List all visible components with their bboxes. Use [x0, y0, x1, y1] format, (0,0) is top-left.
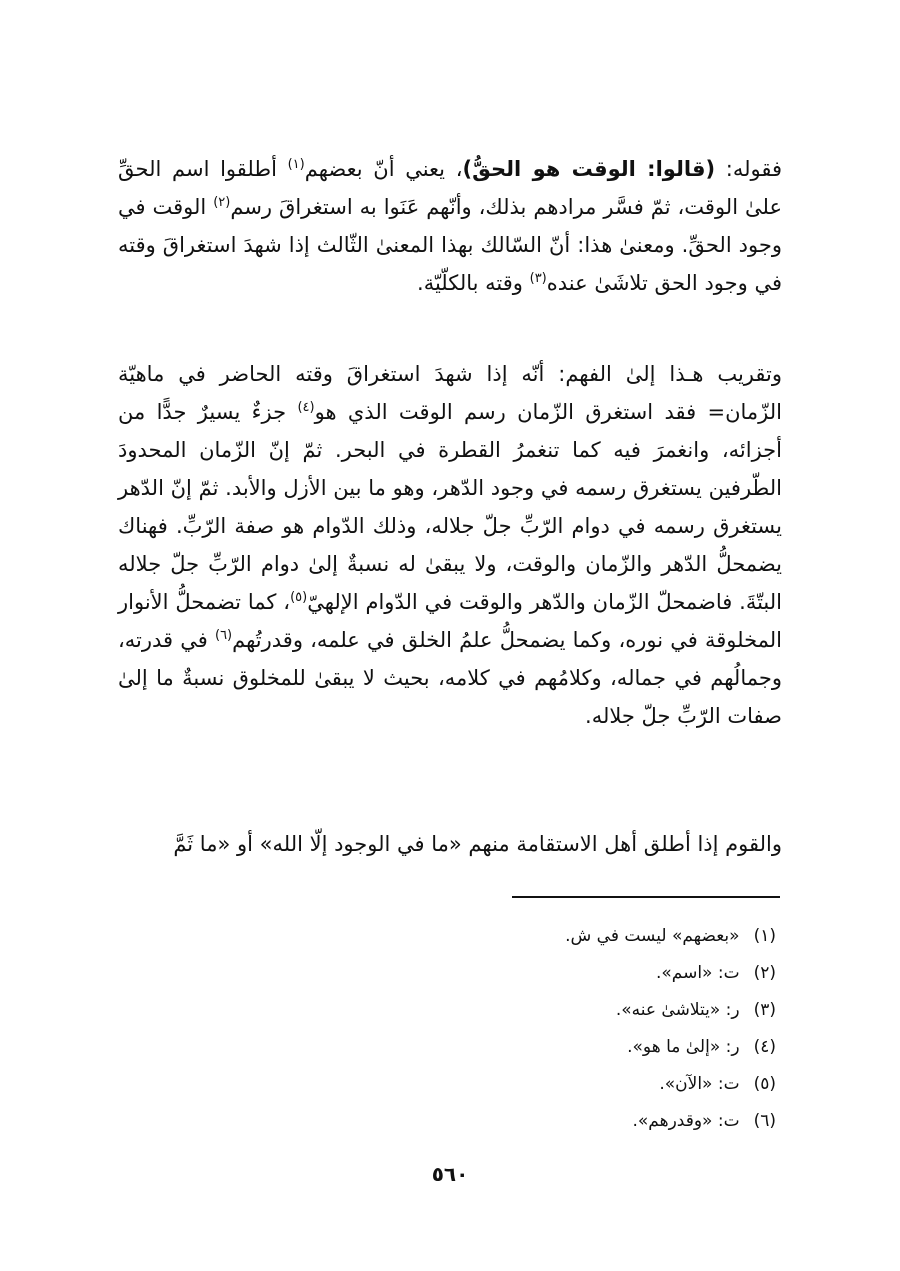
- footnote-ref-5[interactable]: (٥): [290, 590, 308, 605]
- footnote-text: ر: «يتلاشىٰ عنه».: [615, 1000, 740, 1020]
- paragraph-2-text-d: في قدرته، وجمالُهم في جماله، وكلامُهم في كلامه، بحيث لا يبقىٰ للمخلوق نسبةٌ ما إلىٰ صفات الرّبِّ جلّ جلاله.: [118, 628, 782, 728]
- footnote-number: (٤): [753, 1037, 776, 1057]
- footnotes-list: [118, 918, 782, 1140]
- footnote-ref-2[interactable]: (٢): [213, 195, 231, 210]
- paragraph-3-text: والقوم إذا أطلق أهل الاستقامة منهم «ما في الوجود إلّا الله» أو «ما ثَمَّ: [173, 832, 782, 856]
- footnote-number: (٣): [753, 1000, 776, 1020]
- paragraph-2: [118, 355, 782, 735]
- footnote-item: [118, 1066, 782, 1103]
- footnote-text: ر: «إلىٰ ما هو».: [627, 1037, 740, 1057]
- paragraph-1-intro: فقوله:: [715, 157, 782, 181]
- footnote-ref-6[interactable]: (٦): [214, 628, 233, 643]
- footnote-text: ت: «اسم».: [655, 963, 740, 983]
- footnote-number: (٥): [753, 1074, 776, 1094]
- paragraph-1-text-c: الوقت في وجود الحقِّ. ومعنىٰ هذا: أنّ السّالك بهذا المعنىٰ الثّالث إذا شهدَ استغراقَ وقته في وجود الحق تلاشَىٰ عنده: [118, 195, 782, 295]
- footnote-separator: [512, 896, 780, 898]
- footnote-item: [118, 918, 782, 955]
- footnote-ref-1[interactable]: (١): [287, 157, 305, 172]
- page-number: ٥٦٠: [431, 1162, 469, 1186]
- paragraph-3: [118, 825, 782, 863]
- footnote-ref-4[interactable]: (٤): [297, 400, 315, 415]
- quoted-saying: (قالوا: الوقت هو الحقُّ): [462, 157, 716, 181]
- paragraph-1-text-b: أطلقوا اسم الحقِّ علىٰ الوقت، ثمّ فسَّر مرادهم بذلك، وأنّهم عَنَوا به استغراقَ رسم: [118, 157, 782, 219]
- footnote-text: ت: «الآن».: [659, 1074, 740, 1094]
- footnote-item: [118, 1029, 782, 1066]
- paragraph-2-text-b: جزءٌ يسيرٌ جدًّا من أجزائه، وانغمرَ فيه كما تنغمرُ القطرة في البحر. ثمّ إنّ الزّمان المحدودَ الطّرفين يستغرق رسمه في وجود الدّهر، وهو ما بين الأزل والأبد. ثمّ إنّ الدّهر يستغرق رسمه في دوام الرّبِّ جلّ جلاله، وذلك الدّوام هو صفة الرّبِّ. فهناك يضمحلُّ الدّهر والزّمان والوقت، ولا يبقىٰ له نسبةٌ إلىٰ دوام الرّبِّ جلّ جلاله البتّةَ. فاضمحلّ الزّمان والدّهر والوقت في الدّوام الإلهيّ: [118, 400, 782, 614]
- paragraph-2-text-a: وتقريب هـذا إلىٰ الفهم: أنّه إذا شهدَ استغراقَ وقته الحاضر في ماهيّة الزّمان= فقد استغرق الزّمان رسم الوقت الذي هو: [118, 362, 782, 424]
- footnote-number: (٢): [753, 963, 776, 983]
- footnote-number: (١): [753, 926, 776, 946]
- footnote-text: ت: «وقدرهم».: [632, 1111, 740, 1131]
- paragraph-1-text-d: وقته بالكلّيّة.: [417, 271, 530, 295]
- paragraph-2-text-c: ، كما تضمحلُّ الأنوار المخلوقة في نوره، وكما يضمحلُّ علمُ الخلق في علمه، وقدرتُهم: [118, 590, 782, 652]
- footnote-number: (٦): [753, 1111, 776, 1131]
- footnote-text: «بعضهم» ليست في ش.: [565, 926, 740, 946]
- footnote-item: [118, 992, 782, 1029]
- footnote-item: [118, 1103, 782, 1140]
- footnote-item: [118, 955, 782, 992]
- paragraph-1: [118, 150, 782, 302]
- paragraph-1-text-a: ، يعني أنّ بعضهم: [304, 157, 463, 181]
- footnote-ref-3[interactable]: (٣): [529, 271, 547, 286]
